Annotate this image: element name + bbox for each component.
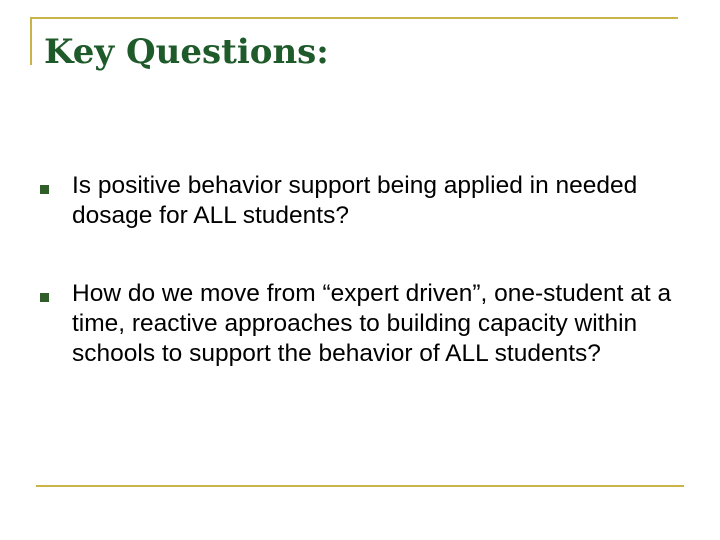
slide-title: Key Questions:: [44, 32, 329, 72]
square-bullet-icon: [40, 185, 49, 194]
frame-top-rule: [30, 17, 678, 19]
frame-left-rule: [30, 17, 32, 65]
frame-bottom-rule: [36, 485, 684, 487]
bullet-list: [40, 171, 690, 417]
square-bullet-icon: [40, 293, 49, 302]
bullet-item: [40, 279, 690, 369]
bullet-text: How do we move from “expert driven”, one-student at a time, reactive approaches to building capacity within schools to support the behavior of ALL students?: [72, 280, 672, 367]
bullet-item: [40, 171, 690, 231]
bullet-text: Is positive behavior support being applied in needed dosage for ALL students?: [72, 172, 638, 229]
